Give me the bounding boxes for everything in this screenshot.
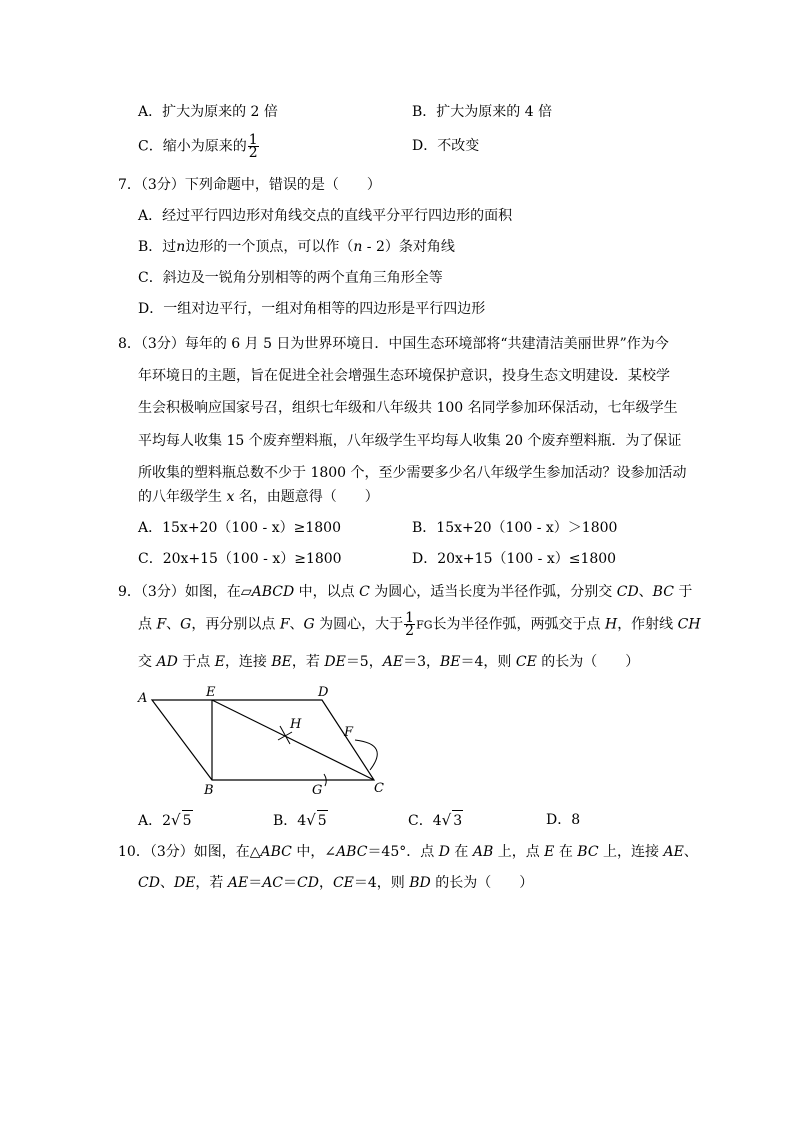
- var: E: [214, 654, 225, 670]
- q8-line-5: 所收集的塑料瓶总数不少于 1800 个，至少需要多少名八年级学生参加活动？设参加活动: [138, 465, 687, 481]
- q9-line-2: [138, 612, 701, 637]
- q9-option-b: [273, 810, 328, 831]
- text: C．4: [408, 813, 442, 829]
- q7-option-a: A．经过平行四边形对角线交点的直线平分平行四边形的面积: [138, 208, 513, 224]
- q9-option-d: D．8: [546, 812, 581, 828]
- var: BC: [577, 844, 599, 860]
- fraction-numerator: 1: [405, 610, 415, 626]
- parallelogram-abcd: [152, 700, 374, 780]
- q7-stem: 7．（3分）下列命题中，错误的是（ ）: [118, 177, 381, 193]
- radical-sign: √: [171, 811, 181, 829]
- text: ，再分别以点: [191, 616, 280, 633]
- var: F: [156, 616, 167, 633]
- text: ，: [318, 875, 333, 891]
- fraction: [404, 612, 415, 637]
- text: 在: [554, 844, 578, 860]
- var: BE: [271, 654, 292, 670]
- text: 为圆心，大于: [314, 616, 404, 633]
- text: ＝: [248, 875, 263, 891]
- q8-option-d: D．20x+15（100 - x）≤1800: [412, 551, 617, 567]
- text: 上，连接: [598, 844, 664, 860]
- q6-option-a: A．扩大为原来的 2 倍: [138, 104, 278, 120]
- text: 上，点: [493, 844, 545, 860]
- text: 边形的一个顶点，可以作（: [185, 239, 354, 255]
- text: ，连接: [224, 654, 272, 670]
- text: ＝5，: [345, 654, 383, 670]
- var: DE: [324, 654, 346, 670]
- ray-ch: [212, 700, 374, 780]
- text: 长为半径作弧，两弧交于点: [432, 616, 605, 633]
- var: DE: [173, 875, 196, 891]
- label-a: A: [138, 691, 148, 706]
- q7-option-c: C．斜边及一锐角分别相等的两个直角三角形全等: [138, 270, 443, 286]
- var: ABC: [336, 844, 368, 860]
- var: BE: [440, 654, 461, 670]
- var: BD: [409, 875, 431, 891]
- text: 的长为（ ）: [536, 654, 640, 670]
- var: E: [544, 844, 555, 860]
- text: ，若: [195, 875, 228, 891]
- q8-option-b: B．15x+20（100 - x）＞1800: [412, 520, 618, 536]
- text: 在: [449, 844, 473, 860]
- q10-line-1: [118, 842, 698, 862]
- var: CE: [332, 875, 354, 891]
- q8-line-4: 平均每人收集 15 个废弃塑料瓶，八年级学生平均每人收集 20 个废弃塑料瓶．为了保证: [138, 433, 682, 449]
- label-e: E: [206, 685, 216, 700]
- q9-option-c: [408, 810, 463, 831]
- label-d: D: [318, 685, 329, 700]
- var: AE: [227, 875, 249, 891]
- text: ，若: [291, 654, 325, 670]
- q6-option-c-text: C．缩小为原来的: [138, 138, 247, 155]
- text: 9．（3分）如图，在▱: [118, 584, 252, 600]
- q8-line-2: 年环境日的主题，旨在促进全社会增强生态环境保护意识，投身生态文明建设．某校学: [138, 368, 670, 384]
- text: 的长为（ ）: [430, 875, 534, 891]
- text: - 2）条对角线: [362, 239, 455, 255]
- var: CH: [677, 616, 701, 633]
- var: CD: [297, 875, 319, 891]
- q9-line-1: [118, 582, 692, 602]
- text: 10．（3分）如图，在△: [118, 844, 261, 860]
- var: AB: [472, 844, 494, 860]
- label-h: H: [290, 717, 302, 732]
- q6-option-d: D．不改变: [412, 138, 480, 154]
- var: CD: [138, 875, 160, 891]
- var: n: [353, 239, 363, 255]
- q8-option-a: A．15x+20（100 - x）≥1800: [138, 520, 341, 536]
- q8-line-1: 8．（3分）每年的 6 月 5 日为世界环境日．中国生态环境部将“共建清洁美丽世界”作为今: [118, 336, 669, 352]
- text: 中，∠: [291, 844, 337, 860]
- text: ，作射线: [617, 616, 678, 633]
- text: 、: [289, 616, 304, 633]
- radicand: 5: [182, 810, 193, 831]
- var: AC: [262, 875, 284, 891]
- var: x: [226, 489, 235, 505]
- var: CD: [616, 584, 639, 600]
- var: ABCD: [251, 584, 295, 600]
- label-b: B: [204, 783, 214, 798]
- text: 、: [166, 616, 181, 633]
- var: BC: [652, 584, 674, 600]
- text: 的八年级学生: [138, 489, 227, 505]
- q6-option-c: [138, 134, 260, 159]
- label-c: C: [374, 781, 384, 796]
- text: B．过: [138, 239, 177, 255]
- var: CE: [515, 654, 537, 670]
- radical-sign: √: [441, 811, 452, 829]
- text: B．4: [273, 813, 307, 829]
- var: ABC: [260, 844, 292, 860]
- var: G: [180, 616, 192, 633]
- fraction-numerator: 1: [248, 132, 258, 148]
- fraction-denominator: 2: [248, 145, 258, 161]
- parallelogram-figure: [130, 682, 390, 802]
- text: 名，由题意得（ ）: [234, 489, 379, 505]
- q7-option-d: D．一组对边平行，一组对角相等的四边形是平行四边形: [138, 301, 486, 317]
- var: AE: [663, 844, 684, 860]
- var: G: [303, 616, 315, 633]
- text: ＝4，则: [460, 654, 516, 670]
- q9-option-a: [138, 810, 193, 831]
- text: ＝45°．点: [367, 844, 439, 860]
- text: A．2: [138, 813, 172, 829]
- arc-mark-h1: [280, 726, 290, 744]
- label-g: G: [312, 783, 323, 798]
- label-f: F: [344, 725, 354, 740]
- text: ＝: [283, 875, 298, 891]
- var: D: [438, 844, 450, 860]
- text: 、: [638, 584, 653, 600]
- text: ＝3，: [403, 654, 440, 670]
- fraction: [248, 134, 259, 159]
- q6-option-b: B．扩大为原来的 4 倍: [412, 104, 553, 120]
- var: C: [359, 584, 370, 600]
- q8-line-3: 生会积极响应国家号召，组织七年级和八年级共 100 名同学参加环保活动，七年级学生: [138, 400, 678, 416]
- text: 点: [138, 616, 157, 633]
- text: 、: [683, 844, 698, 860]
- fraction-denominator: 2: [405, 623, 415, 639]
- text: 交: [138, 654, 157, 670]
- var: n: [176, 239, 186, 255]
- text: 于: [673, 584, 693, 600]
- text: 于点: [177, 654, 215, 670]
- figure-lines: [152, 700, 377, 786]
- q9-line-3: [138, 652, 639, 672]
- radical-sign: √: [306, 811, 316, 829]
- radicand: 3: [452, 810, 463, 831]
- radicand: 5: [317, 810, 328, 831]
- var: AE: [382, 654, 404, 670]
- q8-line-6: [138, 487, 379, 507]
- text: FG: [416, 618, 433, 632]
- text: 为圆心，适当长度为半径作弧，分别交: [369, 584, 617, 600]
- q8-option-c: C．20x+15（100 - x）≥1800: [138, 551, 342, 567]
- text: 中，以点: [294, 584, 360, 600]
- var: H: [604, 616, 618, 633]
- text: ＝4，则: [353, 875, 410, 891]
- var: F: [279, 616, 290, 633]
- var: AD: [156, 654, 178, 670]
- q7-option-b: [138, 237, 455, 257]
- text: 、: [159, 875, 174, 891]
- q10-line-2: [138, 873, 533, 893]
